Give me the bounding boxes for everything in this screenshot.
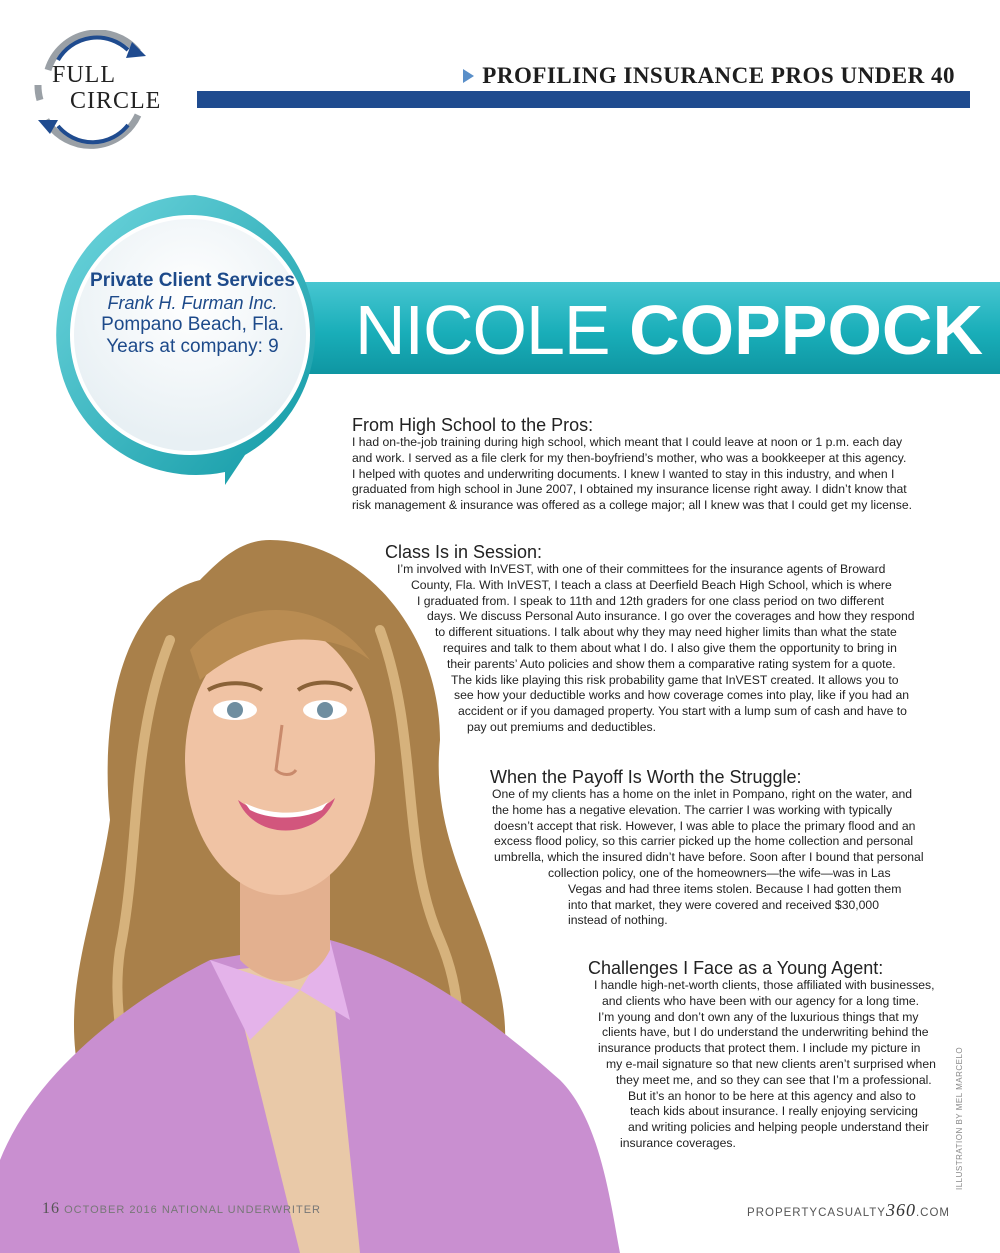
body-line: they meet me, and so they can see that I’m a professional. [616, 1072, 932, 1087]
profile-role: Private Client Services [90, 270, 295, 291]
site-prefix: PROPERTYCASUALTY [747, 1207, 886, 1219]
header-rule [197, 91, 970, 108]
body-line: I graduated from. I speak to 11th and 12th graders for one class period on two different [417, 593, 885, 608]
body-line: Vegas and had three items stolen. Because I had gotten them [568, 881, 902, 896]
section-challenges [588, 958, 936, 1152]
profile-company: Frank H. Furman Inc. [107, 293, 278, 313]
section-high-school [352, 415, 912, 514]
body-line: my e-mail signature so that new clients aren’t surprised when [606, 1056, 936, 1071]
body-line: see how your deductible works and how coverage comes into play, like if you had an [454, 688, 910, 703]
body-line: and clients who have been with our agency for a long time. [602, 993, 920, 1008]
body-line: I helped with quotes and underwriting documents. I knew I wanted to stay in this industry, and when I [352, 466, 895, 481]
body-line: requires and talk to them about what I do. I also give them the opportunity to bring in [443, 640, 897, 655]
body-line: umbrella, which the insured didn’t have before. Soon after I bound that personal [494, 850, 924, 865]
body-line: I handle high-net-worth clients, those affiliated with businesses, [594, 978, 935, 992]
section-class-session [385, 542, 915, 736]
body-line: insurance products that protect them. I include my picture in [598, 1041, 921, 1056]
section-payoff [490, 767, 924, 929]
body-line: their parents’ Auto policies and show them a comparative rating system for a quote. [447, 656, 896, 671]
body-line: doesn’t accept that risk. However, I was able to place the primary flood and an [494, 818, 916, 833]
body-line: But it’s an honor to be here at this agency and also to [628, 1088, 916, 1103]
body-line: I’m involved with InVEST, with one of their committees for the insurance agents of Broward [397, 562, 886, 576]
body-line: the home has a negative elevation. The carrier I was working with typically [492, 802, 893, 817]
section-heading: Class Is in Session: [385, 542, 543, 562]
logo-line-1: FULL [52, 62, 116, 88]
body-line: and work. I served as a file clerk for my then-boyfriend’s mother, who was a bookkeeper at this agency. [352, 450, 907, 465]
body-line: I had on-the-job training during high school, which meant that I could leave at noon or 1 p.m. each day [352, 435, 903, 449]
full-circle-logo [28, 30, 168, 150]
site-suffix: .COM [915, 1207, 950, 1219]
section-header-title: PROFILING INSURANCE PROS UNDER 40 [482, 63, 955, 88]
footer-issue: OCTOBER 2016 NATIONAL UNDERWRITER [64, 1204, 321, 1216]
arrow-right-icon [463, 69, 474, 83]
footer-website[interactable] [747, 1200, 950, 1221]
body-line: risk management & insurance was offered as a college major; all I knew was that I could get my license. [352, 498, 912, 513]
page-number: 16 [42, 1200, 60, 1217]
body-line: teach kids about insurance. I really enjoying servicing [630, 1104, 918, 1119]
body-line: pay out premiums and deductibles. [467, 719, 657, 734]
body-line: One of my clients has a home on the inlet in Pompano, right on the water, and [492, 787, 913, 801]
body-line: graduated from high school in June 2007, I obtained my insurance license right away. I didn’t know that [352, 482, 907, 497]
body-line: and writing policies and helping people understand their [628, 1120, 929, 1135]
body-line: insurance coverages. [620, 1135, 736, 1150]
profile-tenure: Years at company: 9 [106, 336, 279, 357]
last-name: COPPOCK [629, 291, 984, 369]
profile-location: Pompano Beach, Fla. [101, 314, 284, 335]
section-header [463, 63, 955, 89]
body-line: I’m young and don’t own any of the luxurious things that my [598, 1009, 919, 1024]
body-line: instead of nothing. [568, 913, 668, 928]
section-heading: When the Payoff Is Worth the Struggle: [490, 767, 802, 787]
first-name: NICOLE [355, 291, 610, 369]
body-line: into that market, they were covered and received $30,000 [568, 897, 879, 912]
profile-name [355, 290, 983, 370]
body-line: County, Fla. With InVEST, I teach a class at Deerfield Beach High School, which is where [411, 577, 892, 592]
body-line: The kids like playing this risk probability game that InVEST created. It allows you to [451, 672, 899, 687]
profile-details [75, 270, 310, 358]
illustration-credit: ILLUSTRATION BY MEL MARCELO [955, 1046, 964, 1190]
body-line: days. We discuss Personal Auto insurance. I go over the coverages and how they respond [427, 609, 915, 624]
body-line: to different situations. I talk about why they may need higher limits than what the state [435, 625, 897, 640]
logo-line-2: CIRCLE [70, 88, 162, 114]
section-heading: From High School to the Pros: [352, 415, 594, 435]
site-number: 360 [885, 1200, 916, 1220]
section-heading: Challenges I Face as a Young Agent: [588, 958, 884, 978]
footer-left [42, 1200, 321, 1218]
body-line: clients have, but I do understand the underwriting behind the [602, 1025, 929, 1040]
body-line: collection policy, one of the homeowners—the wife—was in Las [548, 865, 891, 880]
body-line: excess flood policy, so this carrier picked up the home collection and personal [494, 834, 914, 849]
body-line: accident or if you damaged property. You start with a lump sum of cash and have to [458, 704, 907, 719]
